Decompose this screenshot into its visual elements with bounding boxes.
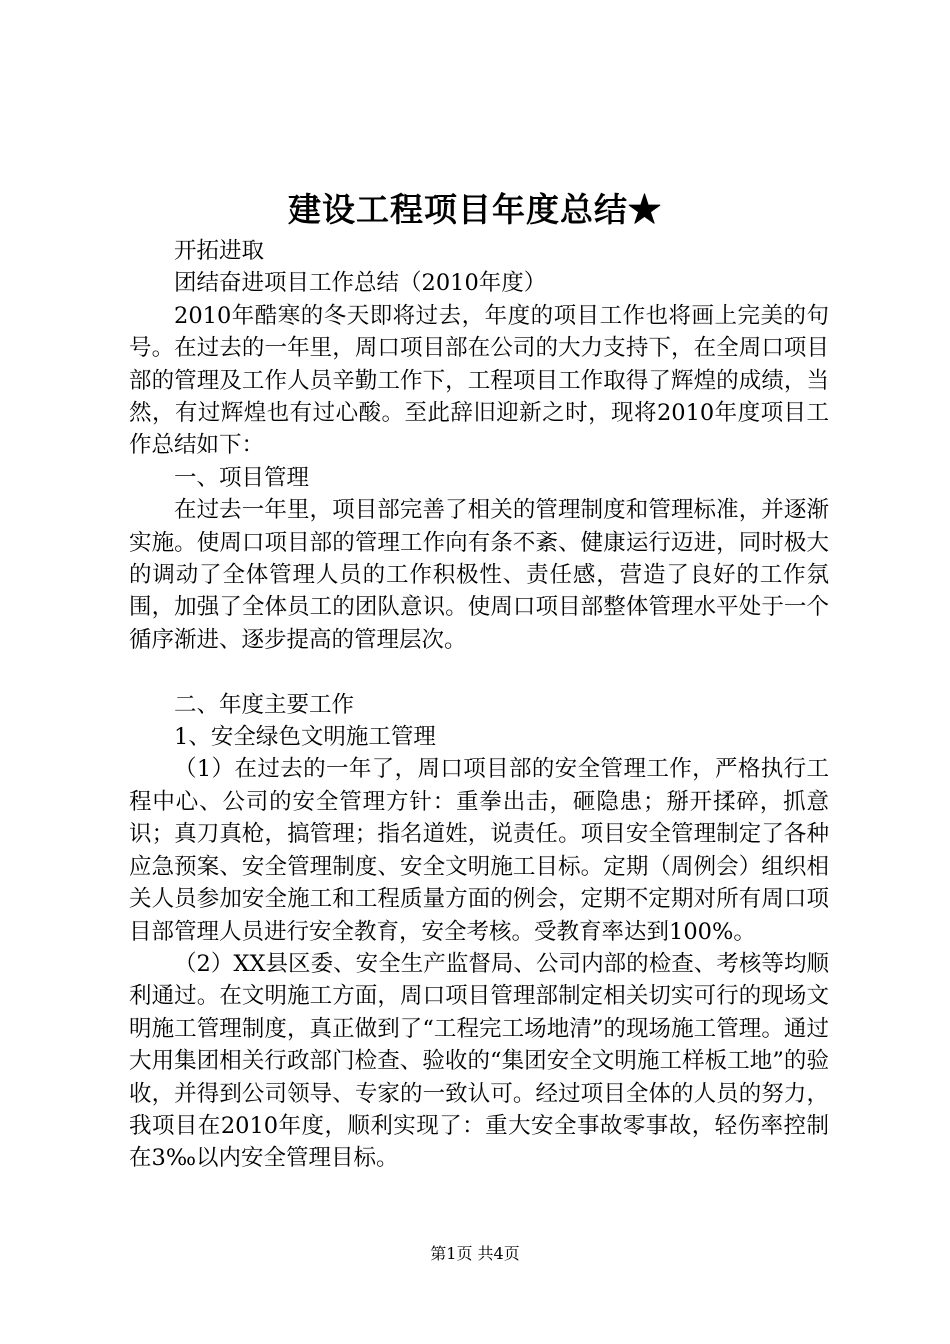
paragraph-subtitle-1: 开拓进取 bbox=[174, 238, 265, 264]
document-body bbox=[129, 235, 829, 1175]
paragraph-subtitle-2: 团结奋进项目工作总结（2010年度） bbox=[174, 270, 547, 297]
subsection-heading-safety: 1、安全绿色文明施工管理 bbox=[174, 724, 436, 751]
paragraph-intro: 2010年酷寒的冬天即将过去，年度的项目工作也将画上完美的句号。在过去的一年里，周口项目部在公司的大力支持下，在全周口项目部的管理及工作人员辛勤工作下，工程项目工作取得了辉煌的成绩，当然，有过辉煌也有过心酸。至此辞旧迎新之时，现将2010年度项目工作总结如下： bbox=[129, 302, 829, 459]
page-footer: 第1页 共4页 bbox=[430, 1244, 520, 1263]
document-title: 建设工程项目年度总结★ bbox=[288, 190, 662, 229]
paragraph-safety-1: （1）在过去的一年了，周口项目部的安全管理工作，严格执行工程中心、公司的安全管理方针：重拳出击，砸隐患；掰开揉碎，抓意识；真刀真枪，搞管理；指名道姓，说责任。项目安全管理制定了各种应急预案、安全管理制度、安全文明施工目标。定期（周例会）组织相关人员参加安全施工和工程质量方面的例会，定期不定期对所有周口项目部管理人员进行安全教育，安全考核。受教育率达到100%。 bbox=[129, 756, 829, 945]
section-heading-main-work: 二、年度主要工作 bbox=[174, 691, 355, 718]
blank-line bbox=[129, 656, 829, 688]
paragraph-safety-2: （2）XX县区委、安全生产监督局、公司内部的检查、考核等均顺利通过。在文明施工方面，周口项目管理部制定相关切实可行的现场文明施工管理制度，真正做到了“工程完工场地清”的现场施工管理。通过大用集团相关行政部门检查、验收的“集团安全文明施工样板工地”的验收，并得到公司领导、专家的一致认可。经过项目全体的人员的努力，我项目在2010年度，顺利实现了：重大安全事故零事故，轻伤率控制在3‰以内安全管理目标。 bbox=[129, 950, 829, 1172]
paragraph-project-management: 在过去一年里，项目部完善了相关的管理制度和管理标准，并逐渐实施。使周口项目部的管理工作向有条不紊、健康运行迈进，同时极大的调动了全体管理人员的工作积极性、责任感，营造了良好的工作氛围，加强了全体员工的团队意识。使周口项目部整体管理水平处于一个循序渐进、逐步提高的管理层次。 bbox=[129, 497, 829, 653]
section-heading-project-management: 一、项目管理 bbox=[174, 464, 310, 491]
